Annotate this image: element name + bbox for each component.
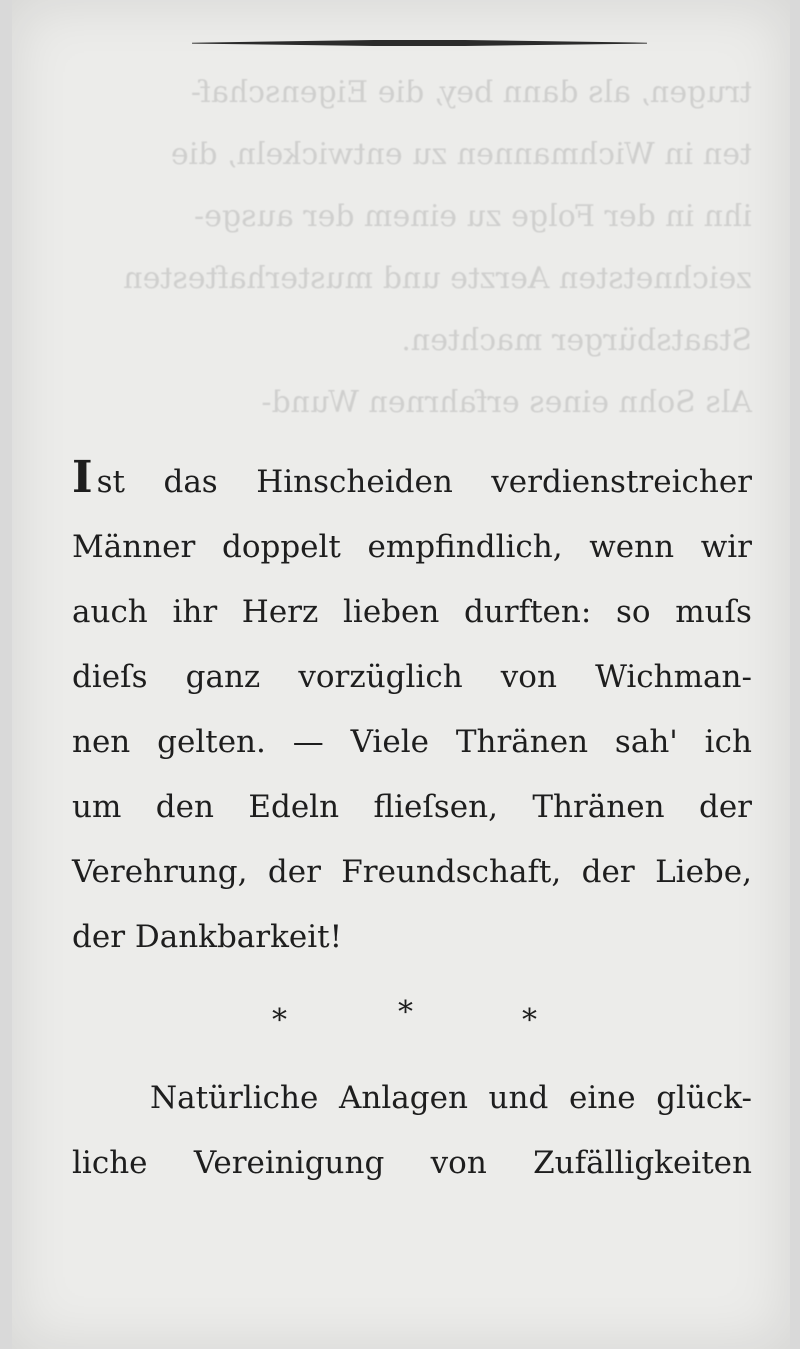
word: muſs [675,594,752,630]
word: Hinscheiden [256,464,453,500]
bleed-line: Als Sohn eines erfahrnen Wund- [261,385,752,420]
word: ich [704,724,752,760]
word: das [163,464,218,500]
word: von [430,1145,487,1181]
separator-star: * [398,995,413,1030]
text-line [72,905,752,970]
text-line [72,840,752,905]
word: durften: [463,594,592,630]
word: vorzüglich [298,659,463,695]
text-line [72,1066,752,1131]
word: sah' [614,724,678,760]
drop-cap: I [72,452,93,503]
text-line [72,450,752,515]
bleed-through-text [72,62,752,434]
word: wenn [589,529,675,565]
bleed-line: zeichnetsten Aerzte und musterhaftesten [123,261,752,296]
word: glück- [656,1080,752,1116]
word: empfindlich, [367,529,563,565]
word: der [698,789,752,825]
text-line [72,515,752,580]
word: Vereinigung [193,1145,385,1181]
separator-stars [72,995,752,1045]
word: der [581,854,635,890]
paragraph-2 [72,1066,752,1196]
word: ihr [172,594,218,630]
text-line [72,710,752,775]
word: Natürliche [150,1080,319,1116]
word: Freundschaft, [341,854,562,890]
paragraph-1 [72,450,752,970]
word: verdienstreicher [491,464,752,500]
word: so [615,594,651,630]
word: ganz [185,659,261,695]
word: doppelt [221,529,341,565]
word: den [155,789,214,825]
word: liche [72,1145,148,1181]
word: Männer [72,529,196,565]
bleed-line: ihn in der Folge zu einem der ausge- [194,199,752,234]
word: Herz [241,594,319,630]
word: Edeln [248,789,340,825]
word: Liebe, [655,854,752,890]
word: auch [72,594,148,630]
text-line [72,645,752,710]
word: — [292,724,324,760]
word: Thränen [455,724,589,760]
word: wir [700,529,752,565]
decorative-rule [192,40,647,46]
word: nen [72,724,131,760]
word: eine [568,1080,636,1116]
word: und [488,1080,549,1116]
word: dieſs [72,659,148,695]
word: st [96,464,125,500]
word: Zufälligkeiten [533,1145,752,1181]
text-line [72,580,752,645]
separator-star: * [522,1003,537,1038]
word: gelten. [157,724,266,760]
text-line [72,1131,752,1196]
word: Anlagen [339,1080,468,1116]
word: um [72,789,122,825]
text-line [72,775,752,840]
bleed-line: trugen, als dann bey, die Eigenschaf- [190,75,752,110]
word: Thränen [532,789,665,825]
word: Wichman- [595,659,752,695]
first-word [72,450,125,515]
word: Viele [350,724,429,760]
book-page [12,0,790,1349]
word: der Dankbarkeit! [72,919,343,955]
word: lieben [342,594,440,630]
word: flieſsen, [373,789,498,825]
separator-star: * [272,1003,287,1038]
bleed-line: ten in Wichmannen zu entwickeln, die [170,137,752,172]
word: Verehrung, [72,854,248,890]
word: der [267,854,321,890]
bleed-line: Staatsbürger machten. [401,323,752,358]
word: von [500,659,557,695]
